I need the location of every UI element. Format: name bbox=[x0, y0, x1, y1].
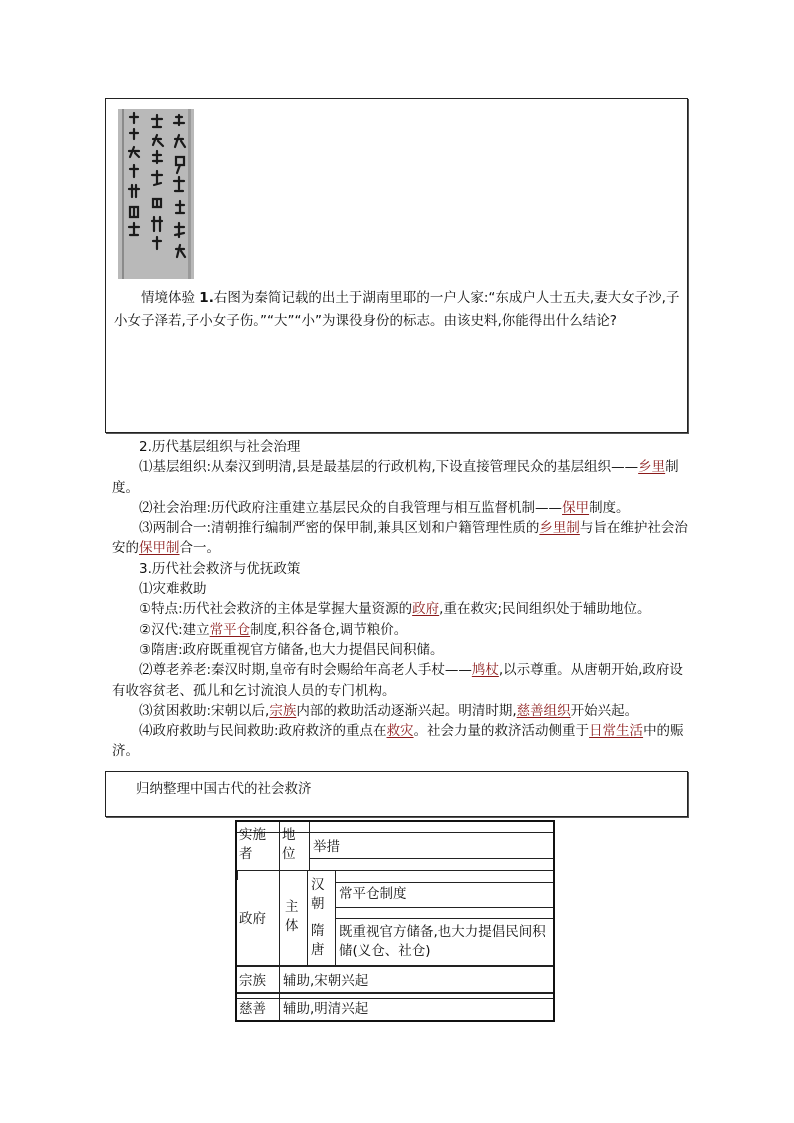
answer-baojiazhi: 保甲制 bbox=[139, 540, 180, 557]
situation-box bbox=[105, 98, 688, 433]
answer-changpingcang: 常平仓 bbox=[209, 621, 251, 638]
section3-title: 3.历代社会救济与优抚政策 bbox=[139, 560, 301, 577]
situation-question: 右图为秦简记载的出土于湖南里耶的一户人家:“东成户人士五夫,妻大女子沙,子小女子泽若,子小女子伤。”“大”“小”为课役身份的标志。由该史料,你能得出什么结论? bbox=[114, 290, 680, 329]
situation-text bbox=[114, 287, 682, 333]
row-han-measure: 常平仓制度 bbox=[339, 886, 407, 902]
section3-p2: ⑵尊老养老:秦汉时期,皇帝有时会赐给年高老人手杖——鸠杖,以示尊重。从唐朝开始,政府设有收容贫老、孤儿和乞讨流浪人员的专门机构。 bbox=[112, 662, 683, 699]
row-suitang-measure: 既重视官方储备,也大力提倡民间积储(义仓、社仓) bbox=[339, 924, 546, 959]
section3-item2: ②汉代:建立常平仓制度,积谷备仓,调节粮价。 bbox=[139, 621, 408, 638]
header-status: 地位 bbox=[282, 827, 296, 862]
answer-zhengfu: 政府 bbox=[412, 601, 440, 618]
summary-box bbox=[105, 771, 688, 817]
row-clan-agent: 宗族 bbox=[239, 973, 266, 989]
section3-p4: ⑷政府救助与民间救助:政府救济的重点在救灾。社会力量的救济活动侧重于日常生活中的赈济。 bbox=[112, 723, 684, 760]
section3-item3: ③隋唐:政府既重视官方储备,也大力提倡民间积储。 bbox=[139, 641, 444, 658]
section2-p1: ⑴基层组织:从秦汉到明清,县是最基层的行政机构,下设直接管理民众的基层组织——乡里制度。 bbox=[112, 459, 679, 496]
header-agent: 实施者 bbox=[239, 827, 266, 862]
situation-number: 1. bbox=[199, 290, 214, 306]
row-clan-measure: 辅助,宋朝兴起 bbox=[283, 973, 369, 989]
answer-baojia: 保甲 bbox=[562, 499, 590, 516]
section3-p3: ⑶贫困救助:宋朝以后,宗族内部的救助活动逐渐兴起。明清时期,慈善组织开始兴起。 bbox=[139, 702, 639, 719]
section2-p2: ⑵社会治理:历代政府注重建立基层民众的自我管理与相互监督机制——保甲制度。 bbox=[139, 499, 630, 516]
row-charity-agent: 慈善 bbox=[239, 1001, 266, 1017]
row-gov-agent: 政府 bbox=[239, 911, 266, 927]
header-measure: 举措 bbox=[313, 839, 340, 855]
answer-zongzu: 宗族 bbox=[269, 702, 297, 719]
section2-title: 2.历代基层组织与社会治理 bbox=[139, 439, 301, 455]
relief-table bbox=[235, 820, 555, 1022]
answer-cishan: 慈善组织 bbox=[516, 702, 571, 719]
section2-p3: ⑶两制合一:清朝推行编制严密的保甲制,兼具区划和户籍管理性质的乡里制与旨在维护社会治安的保甲制合一。 bbox=[112, 520, 688, 557]
row-charity-measure: 辅助,明清兴起 bbox=[283, 1001, 369, 1017]
answer-richang: 日常生活 bbox=[589, 723, 644, 740]
section3-item1: ①特点:历代社会救济的主体是掌握大量资源的政府,重在救灾;民间组织处于辅助地位。 bbox=[139, 601, 651, 618]
section3-sub1: ⑴灾难救助 bbox=[139, 581, 207, 598]
situation-intro: 情境体验 bbox=[141, 290, 200, 306]
row-gov-status: 主体 bbox=[285, 899, 299, 934]
answer-xiangli: 乡里 bbox=[638, 459, 666, 476]
summary-title: 归纳整理中国古代的社会救济 bbox=[136, 781, 312, 797]
answer-xianglizhi: 乡里制 bbox=[539, 520, 580, 537]
row-han-period: 汉朝 bbox=[311, 877, 325, 912]
bamboo-slip-image bbox=[118, 109, 194, 279]
row-suitang-period: 隋唐 bbox=[311, 923, 325, 958]
main-text bbox=[112, 437, 692, 762]
answer-jiuzhang: 鸠杖 bbox=[471, 662, 499, 679]
answer-jiuzai: 救灾 bbox=[386, 723, 414, 740]
